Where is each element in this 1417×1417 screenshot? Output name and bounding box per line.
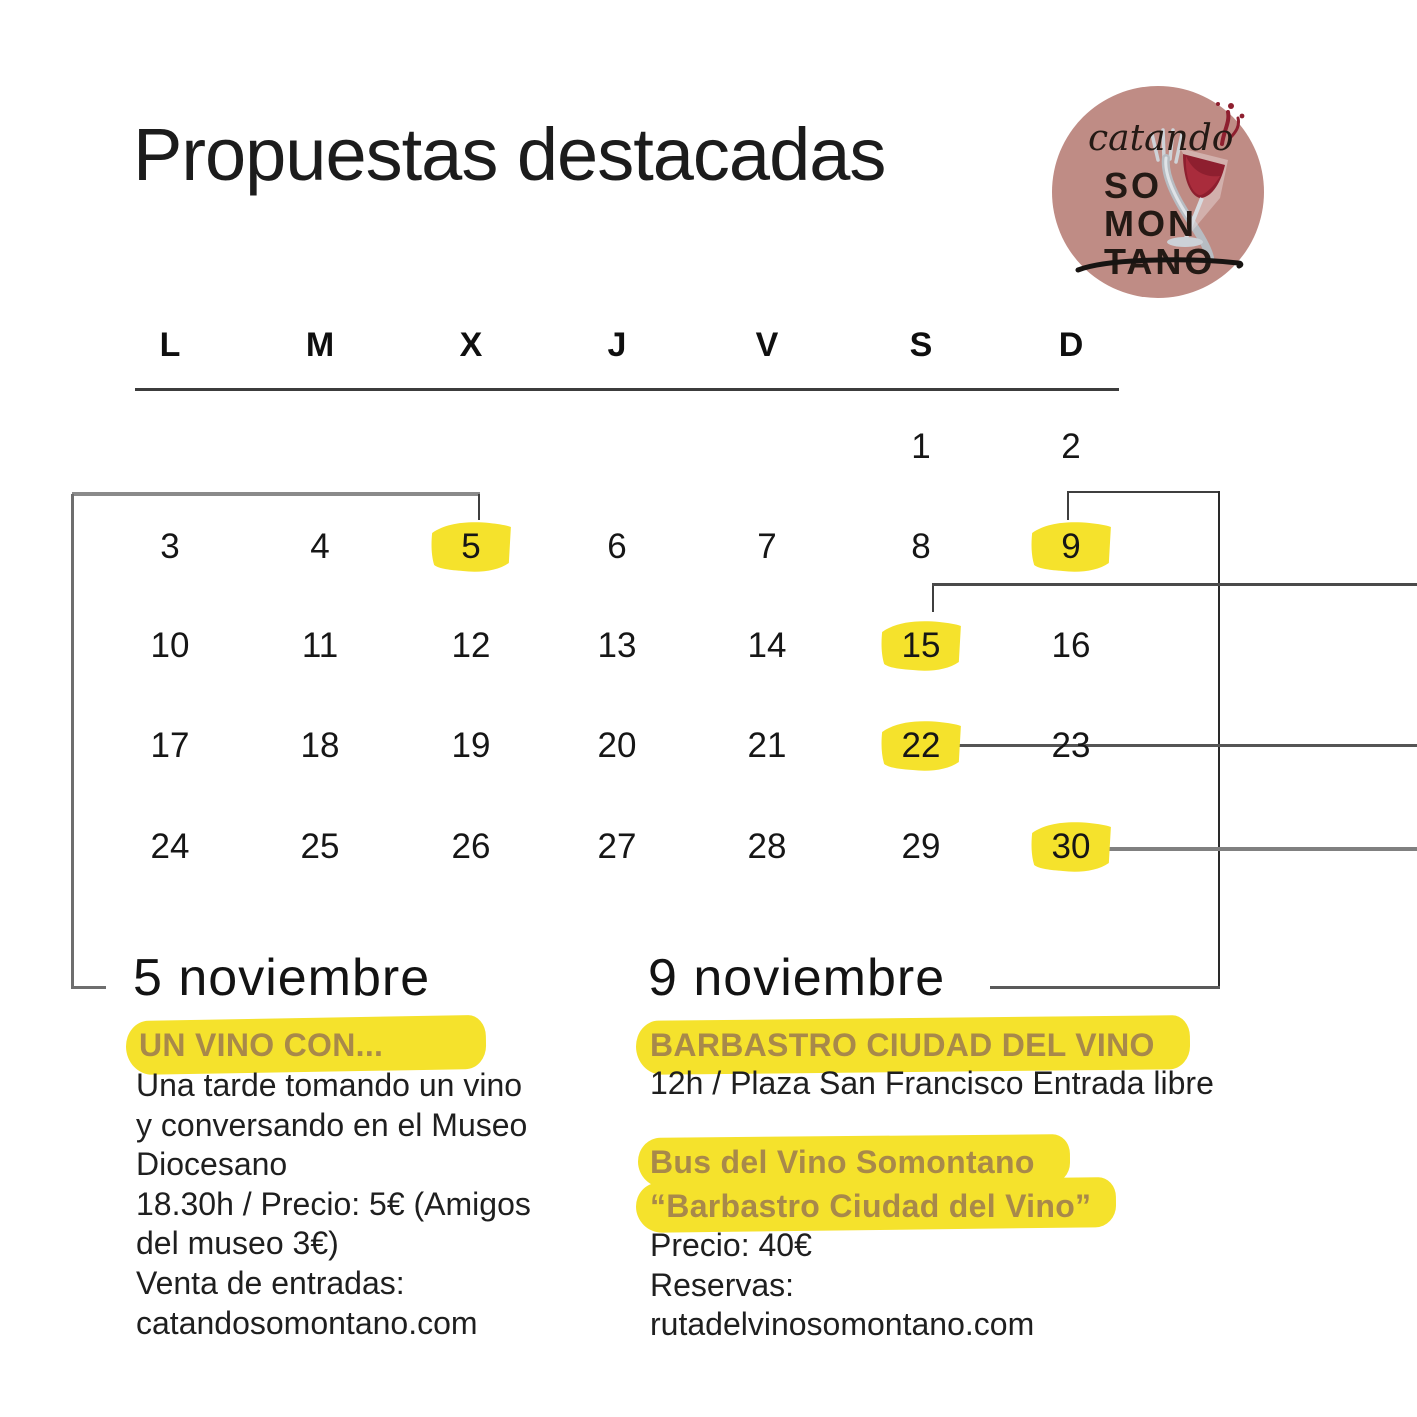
calendar-day: 20 bbox=[597, 726, 637, 765]
calendar-day: 27 bbox=[597, 827, 637, 866]
calendar-day-header: S bbox=[909, 326, 933, 364]
calendar-day: 18 bbox=[300, 726, 340, 765]
event-5nov-title: UN VINO CON... bbox=[139, 1027, 384, 1063]
connector-15-stub bbox=[932, 584, 934, 612]
event-9nov-title2-line1: Bus del Vino Somontano bbox=[650, 1144, 1035, 1180]
connector-15-horizontal bbox=[932, 583, 1417, 586]
logo bbox=[1052, 86, 1264, 298]
calendar-day: 1 bbox=[911, 427, 931, 466]
calendar-day: 7 bbox=[757, 527, 777, 566]
logo-line-tano: TANO bbox=[1104, 241, 1216, 282]
event-5nov-heading: 5 noviembre bbox=[133, 949, 431, 1007]
calendar-day: 22 bbox=[901, 726, 941, 765]
calendar-day: 24 bbox=[150, 827, 190, 866]
event-5nov-body bbox=[136, 1066, 531, 1343]
connector-9-horizontal bbox=[1067, 491, 1220, 493]
logo-line-mon: MON bbox=[1104, 203, 1197, 244]
calendar-day: 21 bbox=[747, 726, 787, 765]
calendar-day: 19 bbox=[451, 726, 491, 765]
calendar-day: 11 bbox=[301, 626, 339, 665]
calendar-day: 17 bbox=[150, 726, 190, 765]
logo-script-word: catando bbox=[1088, 118, 1234, 159]
event-5nov-website: catandosomontano.com bbox=[136, 1304, 478, 1341]
event-5nov-line: y conversando en el Museo bbox=[136, 1106, 528, 1143]
event-5nov-line: Diocesano bbox=[136, 1146, 288, 1183]
calendar-day-header: D bbox=[1058, 326, 1084, 364]
calendar-day: 23 bbox=[1051, 726, 1091, 765]
connector-5-horizontal bbox=[72, 492, 480, 496]
calendar-day: 4 bbox=[310, 527, 330, 566]
calendar-day: 25 bbox=[300, 827, 340, 866]
page-title: Propuestas destacadas bbox=[133, 113, 886, 196]
connector-9nov-horizontal bbox=[990, 986, 1220, 989]
calendar-day: 29 bbox=[901, 827, 941, 866]
event-9nov-title2-line2: “Barbastro Ciudad del Vino” bbox=[650, 1188, 1092, 1224]
calendar-day-header: M bbox=[305, 326, 335, 364]
event-5nov-line: Una tarde tomando un vino bbox=[136, 1067, 523, 1103]
calendar-day: 28 bbox=[747, 827, 787, 866]
event-9nov-title1: BARBASTRO CIUDAD DEL VINO bbox=[650, 1027, 1155, 1063]
event-9nov-line1: 12h / Plaza San Francisco Entrada libre bbox=[650, 1065, 1214, 1101]
calendar-day: 3 bbox=[160, 527, 180, 566]
calendar-day: 14 bbox=[747, 626, 787, 665]
event-9nov-body bbox=[650, 1226, 1034, 1345]
calendar-day: 16 bbox=[1051, 626, 1091, 665]
event-5nov-line: del museo 3€) bbox=[136, 1225, 339, 1262]
calendar-header-underline bbox=[135, 388, 1119, 391]
event-9nov-line: Precio: 40€ bbox=[650, 1227, 812, 1263]
connector-30-horizontal bbox=[1104, 847, 1417, 851]
calendar-day-header: X bbox=[459, 326, 483, 364]
connector-9-stub bbox=[1067, 493, 1069, 520]
event-9nov-line1-block bbox=[650, 1064, 1214, 1104]
event-5nov-line: 18.30h / Precio: 5€ (Amigos bbox=[136, 1185, 531, 1222]
calendar-day: 15 bbox=[901, 626, 941, 665]
calendar-day: 6 bbox=[607, 527, 627, 566]
calendar-day-header: V bbox=[755, 326, 779, 364]
calendar-day: 2 bbox=[1061, 427, 1081, 466]
calendar-day-header: L bbox=[159, 326, 181, 364]
calendar-day: 5 bbox=[461, 527, 481, 566]
calendar-day: 13 bbox=[597, 626, 637, 665]
calendar-day: 9 bbox=[1061, 527, 1081, 566]
event-5nov-line: Venta de entradas: bbox=[136, 1264, 405, 1301]
calendar-day: 10 bbox=[150, 626, 190, 665]
calendar-day: 12 bbox=[451, 626, 491, 665]
connector-left-vertical bbox=[71, 494, 74, 988]
calendar-day: 8 bbox=[911, 527, 931, 566]
connector-5nov-tick bbox=[71, 986, 106, 989]
calendar-day: 26 bbox=[451, 827, 491, 866]
event-9nov-website: rutadelvinosomontano.com bbox=[650, 1306, 1035, 1343]
calendar-day-header: J bbox=[607, 326, 627, 364]
calendar-day: 30 bbox=[1051, 827, 1091, 866]
event-9nov-heading: 9 noviembre bbox=[648, 949, 946, 1007]
logo-illustration bbox=[1052, 86, 1264, 298]
connector-9-vertical bbox=[1218, 491, 1220, 988]
event-9nov-line: Reservas: bbox=[650, 1266, 795, 1303]
logo-line-so: SO bbox=[1104, 165, 1163, 206]
